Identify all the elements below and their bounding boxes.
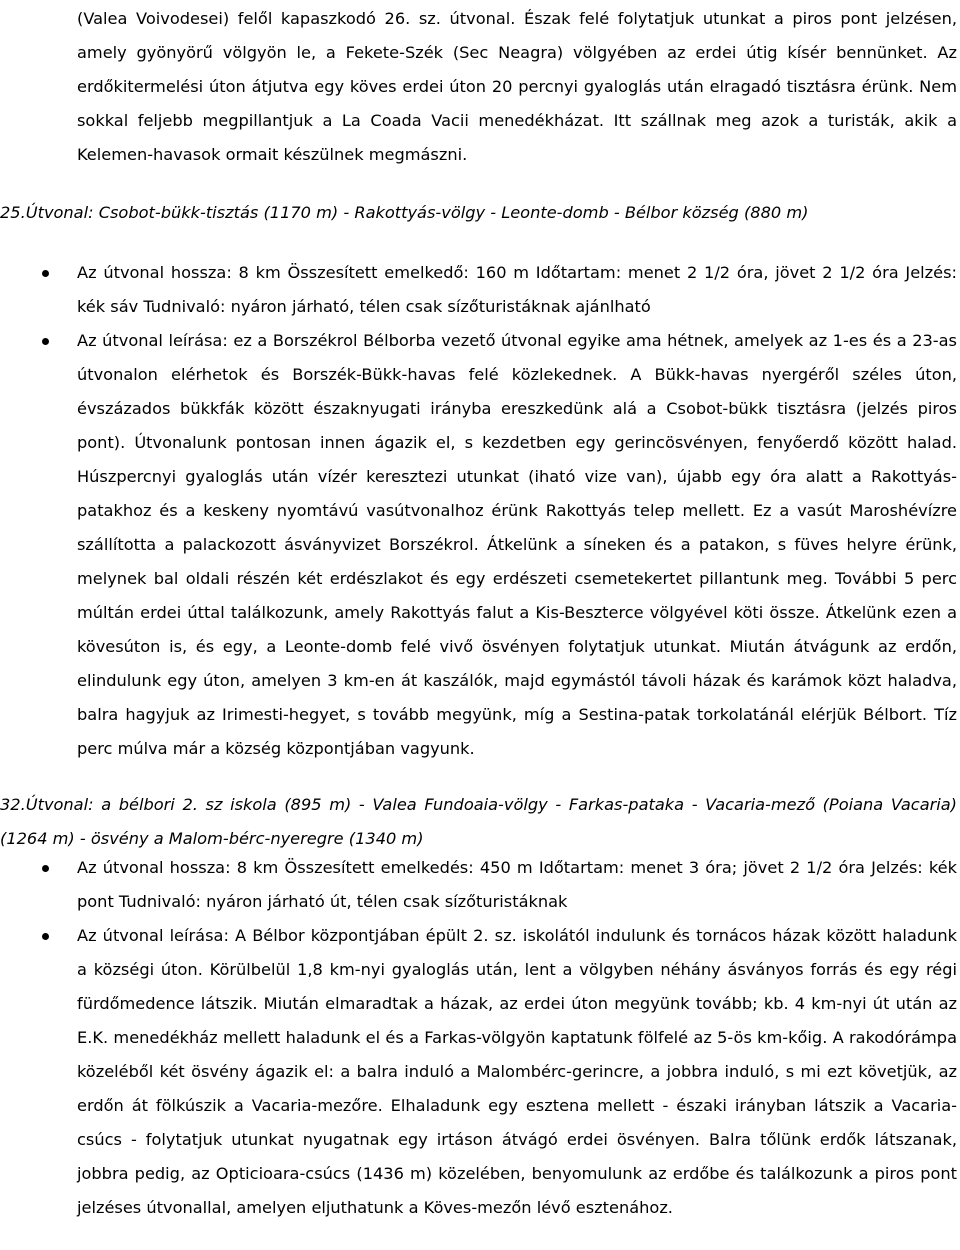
bullet-icon [42, 270, 49, 277]
bullet-icon [42, 338, 49, 345]
route-25-summary-item [77, 256, 957, 324]
route-32-heading: 32.Útvonal: a bélbori 2. sz iskola (895 m) - Valea Fundoaia-völgy - Farkas-pataka - Vacaria-mező (Poiana Vacaria) (1264 m) - ösvény a Malom-bérc-nyeregre (1340 m) [0, 795, 957, 848]
route-25-details-list [77, 256, 957, 766]
route-25-description-item [77, 324, 957, 766]
route-32-summary-text: Az útvonal hossza: 8 km Összesített emelkedés: 450 m Időtartam: menet 3 óra; jövet 2 1/2 óra Jelzés: kék pont Tudnivaló: nyáron járható út, télen csak sízőturistáknak [77, 858, 957, 911]
route-25-description-text: Az útvonal leírása: ez a Borszékrol Bélborba vezető útvonal egyike ama hétnek, amelyek az 1-es és a 23-as útvonalon elérhetok és Borszék-Bükk-havas felé közlekednek. A Bükk-havas nyergéről széles úton, évszázados bükkfák között északnyugati irányba ereszkedünk alá a Csobot-bükk tisztásra (jelzés piros pont). Útvonalunk pontosan innen ágazik el, s kezdetben egy gerincösvényen, fenyőerdő között halad. Húszpercnyi gyaloglás után vízér keresztezi utunkat (iható vize van), újabb egy óra alatt a Rakottyás-patakhoz és a keskeny nyomtávú vasútvonalhoz érünk Rakottyás telep mellett. Ez a vasút Maroshévízre szállította a palackozott ásványvizet Borszékrol. Átkelünk a síneken és a patakon, s füves helyre érünk, melynek bal oldali részén két erdészlakot és egy erdészeti csemetekertet pillantunk meg. További 5 perc múltán erdei úttal találkozunk, amely Rakottyás falut a Kis-Beszterce völgyével köti össze. Átkelünk ezen a kövesúton is, és egy, a Leonte-domb felé vivő ösvényen folytatjuk utunkat. Miután átvágunk az erdőn, elindulunk egy úton, amelyen 3 km-en át kaszálók, majd egymástól távoli házak és karámok közt haladva, balra hagyjuk az Irimesti-hegyet, s tovább megyünk, míg a Sestina-patak torkolatánál elérjük Bélbort. Tíz perc múlva már a község központjában vagyunk. [77, 331, 957, 758]
bullet-icon [42, 933, 49, 940]
route-32-details-list [77, 851, 957, 1225]
route-32-summary-item [77, 851, 957, 919]
route-32-description-item [77, 919, 957, 1225]
route-25-summary-text: Az útvonal hossza: 8 km Összesített emelkedő: 160 m Időtartam: menet 2 1/2 óra, jövet 2 1/2 óra Jelzés: kék sáv Tudnivaló: nyáron járható, télen csak sízőturistáknak ajánlható [77, 263, 957, 316]
intro-paragraph-block [77, 2, 957, 172]
route-25-heading: 25.Útvonal: Csobot-bükk-tisztás (1170 m) - Rakottyás-völgy - Leonte-domb - Bélbor község (880 m) [0, 203, 809, 222]
route-32-description-text: Az útvonal leírása: A Bélbor központjában épült 2. sz. iskolától indulunk és tornácos házak között haladunk a községi úton. Körülbelül 1,8 km-nyi gyaloglás után, lent a völgyben néhány ásványos forrás és egy régi fürdőmedence látszik. Miután elmaradtak a házak, az erdei úton megyünk tovább; kb. 4 km-nyi út után az E.K. menedékház mellett haladunk el és a Farkas-völgyön kaptatunk fölfelé az 5-ös km-kőig. A rakodórámpa közeléből két ösvény ágazik el: a balra induló a Malombérc-gerincre, a jobbra induló, s mi ezt követjük, az erdőn át fölkúszik a Vacaria-mezőre. Elhaladunk egy esztena mellett - északi irányban látszik a Vacaria-csúcs - folytatjuk utunkat nyugatnak egy irtáson átvágó erdei ösvényen. Balra tőlünk erdők látszanak, jobbra pedig, az Opticioara-csúcs (1436 m) közelében, benyomulunk az erdőbe és találkozunk a piros pont jelzéses útvonallal, amelyen eljuthatunk a Köves-mezőn lévő esztenához. [77, 926, 957, 1217]
bullet-icon [42, 865, 49, 872]
intro-paragraph: (Valea Voivodesei) felől kapaszkodó 26. sz. útvonal. Észak felé folytatjuk utunkat a piros pont jelzésen, amely gyönyörű völgyön le, a Fekete-Szék (Sec Neagra) völgyében az erdei útig kísér bennünket. Az erdőkitermelési úton átjutva egy köves erdei úton 20 percnyi gyaloglás után elragadó tisztásra érünk. Nem sokkal feljebb megpillantjuk a La Coada Vacii menedékházat. Itt szállnak meg azok a turisták, akik a Kelemen-havasok ormait készülnek megmászni. [77, 9, 957, 164]
